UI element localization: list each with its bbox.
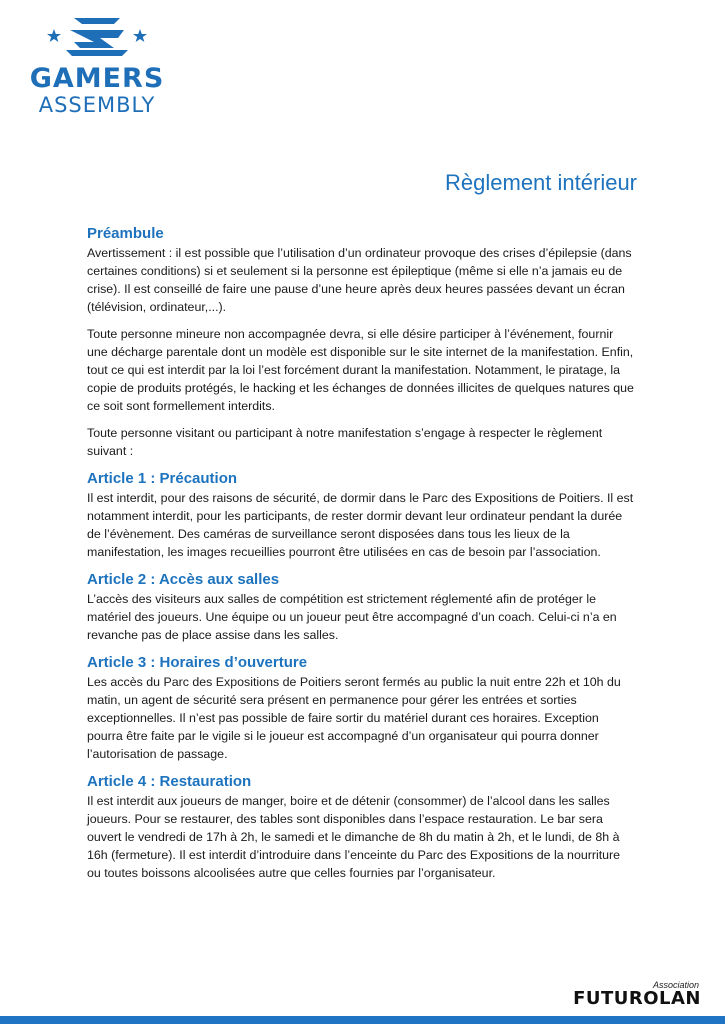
section-title: Article 1 : Précaution [87, 470, 238, 487]
paragraph: Avertissement : il est possible que l’utilisation d’un ordinateur provoque des crises d’épilepsie (dans certaines conditions) si et seulement si la personne est épileptique (même si elle n’a jamais eu de crise). Il est conseillé de faire une pause d’une heure après deux heures passées devant un écran (télévision, ordinateur,...). [87, 246, 632, 314]
futurolan-logo [561, 980, 701, 1012]
footer-association-label: Association [652, 980, 699, 990]
section-article-1 [87, 469, 635, 561]
paragraph: Les accès du Parc des Expositions de Poitiers seront fermés au public la nuit entre 22h et 10h du matin, un agent de sécurité sera présent en permanence pour gérer les entrées et sorties exceptionnelles. Il n’est pas possible de faire sortir du matériel durant ces horaires. Exception pourra être faite par le vigile si le joueur est accompagné d’un organisateur qui pourra donner l’autorisation de passage. [87, 675, 621, 761]
logo-text-assembly: ASSEMBLY [38, 93, 156, 117]
logo-emblem-icon [22, 14, 172, 69]
section-title: Préambule [87, 225, 164, 242]
section-title: Article 2 : Accès aux salles [87, 571, 280, 588]
section-article-3 [87, 653, 635, 763]
emblem-base-shape [66, 50, 128, 56]
paragraph: Il est interdit aux joueurs de manger, boire et de détenir (consommer) de l’alcool dans les salles joueurs. Pour se restaurer, des tables sont disponibles dans l’espace restauration. Le bar sera ouvert le vendredi de 17h à 2h, le samedi et le dimanche de 8h du matin à 2h, et le lundi, de 8h à 16h (fermeture). Il est interdit d’introduire dans l’enceinte du Parc des Expositions de la nourriture ou toutes boissons alcoolisées autre que celles fournies par l’organisateur. [87, 794, 621, 880]
section-article-4 [87, 772, 635, 882]
section-title: Article 3 : Horaires d’ouverture [87, 654, 308, 671]
document-title: Règlement intérieur [445, 170, 637, 195]
star-icon-left [47, 29, 61, 42]
logo-text-gamers: GAMERS [29, 63, 165, 94]
section-article-2 [87, 570, 635, 644]
star-icon-right [133, 29, 147, 42]
paragraph: L’accès des visiteurs aux salles de compétition est strictement réglementé afin de protéger le matériel des joueurs. Une équipe ou un joueur peut être accompagné d’un coach. Celui-ci n’a en revanche pas de place assise dans les salles. [87, 592, 617, 642]
emblem-arrow-shape [70, 30, 124, 48]
paragraph: Toute personne mineure non accompagnée devra, si elle désire participer à l’événement, fournir une décharge parentale dont un modèle est disponible sur le site internet de la manifestation. Enfin, tout ce qui est interdit par la loi l’est forcément durant la manifestation. Notamment, le piratage, la copie de produits protégés, le hacking et les échanges de données illicites de quelques natures que ce soit sont formellement interdits. [87, 327, 634, 413]
gamers-assembly-logo [22, 14, 172, 117]
document-body [87, 224, 635, 891]
paragraph: Toute personne visitant ou participant à notre manifestation s’engage à respecter le règlement suivant : [87, 426, 603, 458]
emblem-top-shape [74, 18, 120, 24]
bottom-accent-bar [0, 1016, 725, 1024]
footer-futurolan-label: FUTUROLAN [573, 988, 701, 1009]
section-preambule [87, 224, 635, 460]
section-title: Article 4 : Restauration [87, 773, 252, 790]
paragraph: Il est interdit, pour des raisons de sécurité, de dormir dans le Parc des Expositions de Poitiers. Il est notamment interdit, pour les participants, de rester dormir devant leur ordinateur pendant la durée de l’évènement. Des caméras de surveillance seront disposées dans tous les lieux de la manifestation, les images recueillies pourront être utilisées en cas de besoin par l’association. [87, 491, 634, 559]
